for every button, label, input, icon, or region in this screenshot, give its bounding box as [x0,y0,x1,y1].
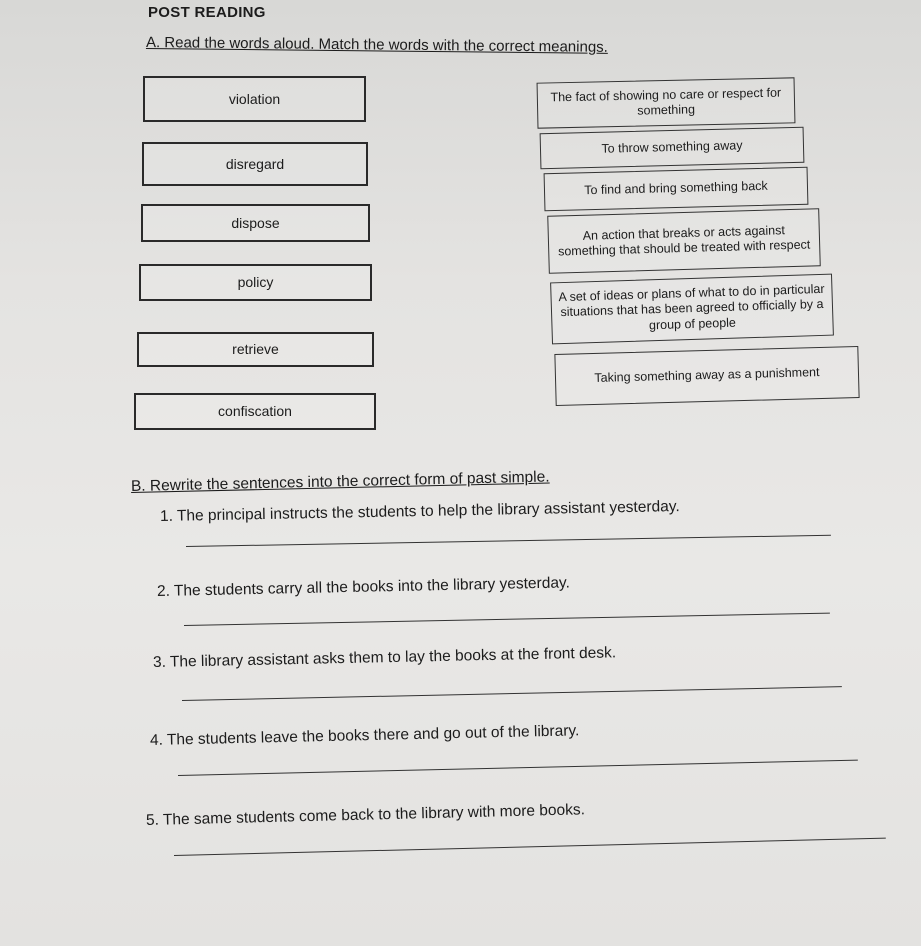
meaning-text: To find and bring something back [584,179,768,198]
meaning-text: To throw something away [601,138,743,156]
sentence-3: 3. The library assistant asks them to lay the books at the front desk. [152,644,617,671]
word-label: dispose [231,214,280,231]
word-label: disregard [225,155,285,172]
word-label: violation [228,90,281,107]
meaning-text: A set of ideas or plans of what to do in particular situations that has been agreed to officially by a group of people [558,281,825,333]
sentence-5: 5. The same students come back to the library with more books. [145,801,586,829]
word-box-retrieve [137,332,374,367]
word-label: retrieve [232,341,279,357]
meaning-box-3 [544,167,809,211]
meaning-text: An action that breaks or acts against something that should be treated with respect [557,222,811,259]
sentence-2: 2. The students carry all the books into the library yesterday. [156,574,571,600]
worksheet-title: POST READING [148,4,266,21]
word-box-policy [139,264,372,301]
meaning-box-6 [554,346,859,406]
word-label: confiscation [218,403,292,419]
answer-line-4 [178,760,858,776]
answer-line-1 [186,535,831,547]
meaning-text: Taking something away as a punishment [594,365,820,386]
section-a-instruction: A. Read the words aloud. Match the words with the correct meanings. [145,34,608,56]
answer-line-5 [174,838,886,856]
answer-line-2 [184,613,830,626]
meaning-box-2 [540,127,805,169]
sentence-1: 1. The principal instructs the students to help the library assistant yesterday. [159,498,680,525]
word-box-violation [143,76,366,122]
section-b-instruction: B. Rewrite the sentences into the correct form of past simple. [130,468,550,495]
meaning-box-4 [547,208,821,274]
word-box-confiscation [134,393,376,430]
word-box-disregard [142,142,368,186]
meaning-text: The fact of showing no care or respect for something [550,85,782,118]
meaning-box-5 [550,274,834,345]
word-box-dispose [141,204,370,242]
sentence-4: 4. The students leave the books there and go out of the library. [149,722,580,749]
word-label: policy [237,274,274,290]
meaning-box-1 [537,77,796,128]
answer-line-3 [182,686,842,701]
